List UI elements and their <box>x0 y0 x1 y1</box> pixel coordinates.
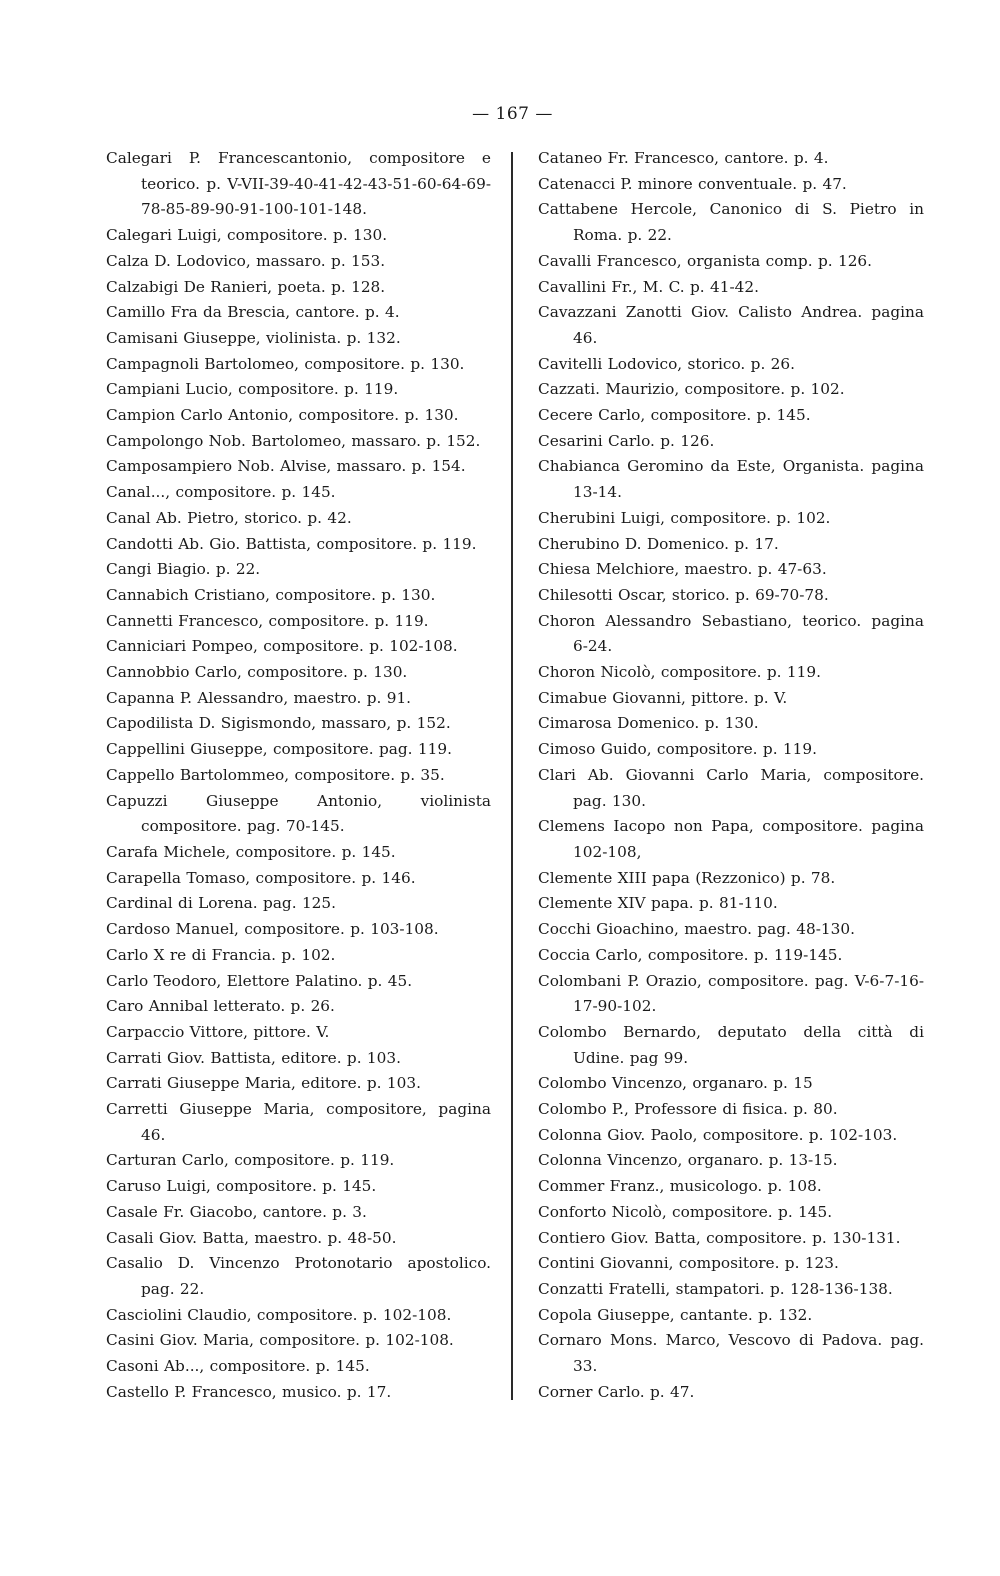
index-entry: Carapella Tomaso, compositore. p. 146. <box>106 868 416 887</box>
index-entry: Catenacci P. minore conventuale. p. 47. <box>538 174 847 193</box>
index-entry: Canal..., compositore. p. 145. <box>106 483 336 502</box>
index-entry: Chilesotti Oscar, storico. p. 69-70-78. <box>538 585 829 604</box>
index-entry: Colonna Vincenzo, organaro. p. 13-15. <box>538 1151 838 1170</box>
index-entry: Capodilista D. Sigismondo, massaro, p. 152. <box>106 714 451 733</box>
index-entry: Calegari P. Francescantonio, compositore e teorico. p. V-VII-39-40-41-42-43-51-60-64-69-78-85-89-90-91-100-101-148. <box>106 149 491 219</box>
index-entry: Conzatti Fratelli, stampatori. p. 128-136-138. <box>538 1279 893 1298</box>
index-entry: Colombo Vincenzo, organaro. p. 15 <box>538 1074 813 1093</box>
index-entry: Clemente XIII papa (Rezzonico) p. 78. <box>538 868 836 887</box>
index-entry: Cherubini Luigi, compositore. p. 102. <box>538 508 831 527</box>
column-divider <box>511 152 513 1400</box>
index-entry: Cavalli Francesco, organista comp. p. 126. <box>538 251 873 270</box>
index-entry: Colonna Giov. Paolo, compositore. p. 102-103. <box>538 1125 898 1144</box>
index-entry: Camisani Giuseppe, violinista. p. 132. <box>106 328 401 347</box>
index-entry: Commer Franz., musicologo. p. 108. <box>538 1177 822 1196</box>
index-entry: Cazzati. Maurizio, compositore. p. 102. <box>538 380 845 399</box>
index-entry: Canniciari Pompeo, compositore. p. 102-108. <box>106 637 458 656</box>
index-entry: Calegari Luigi, compositore. p. 130. <box>106 226 388 245</box>
index-entry: Cappellini Giuseppe, compositore. pag. 119. <box>106 740 452 759</box>
page-number: — 167 — <box>472 104 553 124</box>
index-entry: Colombo P., Professore di fisica. p. 80. <box>538 1100 838 1119</box>
index-entry: Chiesa Melchiore, maestro. p. 47-63. <box>538 560 827 579</box>
index-entry: Cavallini Fr., M. C. p. 41-42. <box>538 277 759 296</box>
index-entry: Camillo Fra da Brescia, cantore. p. 4. <box>106 303 400 322</box>
index-entry: Casoni Ab..., compositore. p. 145. <box>106 1357 370 1376</box>
index-entry: Campagnoli Bartolomeo, compositore. p. 130. <box>106 354 465 373</box>
index-entry: Copola Giuseppe, cantante. p. 132. <box>538 1305 813 1324</box>
index-entry: Carretti Giuseppe Maria, compositore, pagina 46. <box>106 1100 491 1144</box>
index-entry: Cornaro Mons. Marco, Vescovo di Padova. pag. 33. <box>538 1331 924 1376</box>
index-entry: Conforto Nicolò, compositore. p. 145. <box>538 1202 833 1221</box>
index-entry: Cardoso Manuel, compositore. p. 103-108. <box>106 920 439 939</box>
index-entry: Clari Ab. Giovanni Carlo Maria, compositore. pag. 130. <box>538 765 924 810</box>
index-entry: Candotti Ab. Gio. Battista, compositore. p. 119. <box>106 534 477 553</box>
index-entry: Cangi Biagio. p. 22. <box>106 560 261 579</box>
index-entry: Cimabue Giovanni, pittore. p. V. <box>538 688 788 707</box>
index-entry: Cimarosa Domenico. p. 130. <box>538 714 759 733</box>
index-entry: Cannabich Cristiano, compositore. p. 130. <box>106 585 436 604</box>
index-entry: Cattabene Hercole, Canonico di S. Pietro in Roma. p. 22. <box>538 200 924 245</box>
index-entry: Clemente XIV papa. p. 81-110. <box>538 894 778 913</box>
index-entry: Cesarini Carlo. p. 126. <box>538 431 715 450</box>
index-entry: Casale Fr. Giacobo, cantore. p. 3. <box>106 1202 367 1221</box>
index-entry: Calza D. Lodovico, massaro. p. 153. <box>106 251 386 270</box>
index-entry: Castello P. Francesco, musico. p. 17. <box>106 1382 392 1401</box>
index-entry: Colombani P. Orazio, compositore. pag. V-6-7-16-17-90-102. <box>538 971 924 1016</box>
index-entry: Carrati Giuseppe Maria, editore. p. 103. <box>106 1074 421 1093</box>
index-entry: Cocchi Gioachino, maestro. pag. 48-130. <box>538 920 855 939</box>
index-entry: Casali Giov. Batta, maestro. p. 48-50. <box>106 1228 397 1247</box>
index-entry: Coccia Carlo, compositore. p. 119-145. <box>538 945 843 964</box>
index-column-left <box>106 146 491 1405</box>
index-column-right <box>538 146 924 1405</box>
index-entry: Colombo Bernardo, deputato della città di Udine. pag 99. <box>538 1022 924 1067</box>
index-entry: Cavazzani Zanotti Giov. Calisto Andrea. pagina 46. <box>538 303 924 347</box>
index-entry: Cappello Bartolommeo, compositore. p. 35. <box>106 765 445 784</box>
index-entry: Carafa Michele, compositore. p. 145. <box>106 842 396 861</box>
index-entry: Contiero Giov. Batta, compositore. p. 130-131. <box>538 1228 901 1247</box>
index-entry: Cherubino D. Domenico. p. 17. <box>538 534 779 553</box>
index-entry: Chabianca Geromino da Este, Organista. pagina 13-14. <box>538 457 924 502</box>
index-entry: Calzabigi De Ranieri, poeta. p. 128. <box>106 277 386 296</box>
index-entry: Caruso Luigi, compositore. p. 145. <box>106 1177 377 1196</box>
index-entry: Capuzzi Giuseppe Antonio, violinista compositore. pag. 70-145. <box>106 791 491 836</box>
index-entry: Casciolini Claudio, compositore. p. 102-108. <box>106 1305 452 1324</box>
index-entry: Corner Carlo. p. 47. <box>538 1382 695 1401</box>
index-entry: Casalio D. Vincenzo Protonotario apostolico. pag. 22. <box>106 1254 491 1298</box>
index-entry: Campiani Lucio, compositore. p. 119. <box>106 380 399 399</box>
index-entry: Carlo Teodoro, Elettore Palatino. p. 45. <box>106 971 413 990</box>
index-entry: Cannetti Francesco, compositore. p. 119. <box>106 611 429 630</box>
index-entry: Clemens Iacopo non Papa, compositore. pagina 102-108, <box>538 817 924 861</box>
index-entry: Cavitelli Lodovico, storico. p. 26. <box>538 354 795 373</box>
index-entry: Camposampiero Nob. Alvise, massaro. p. 154. <box>106 457 466 476</box>
index-entry: Casini Giov. Maria, compositore. p. 102-108. <box>106 1331 454 1350</box>
index-entry: Carpaccio Vittore, pittore. V. <box>106 1022 330 1041</box>
index-entry: Contini Giovanni, compositore. p. 123. <box>538 1254 839 1273</box>
index-entry: Cataneo Fr. Francesco, cantore. p. 4. <box>538 149 829 167</box>
index-entry: Carrati Giov. Battista, editore. p. 103. <box>106 1048 401 1067</box>
index-entry: Caro Annibal letterato. p. 26. <box>106 997 335 1016</box>
index-entry: Choron Nicolò, compositore. p. 119. <box>538 663 821 682</box>
index-entry: Cecere Carlo, compositore. p. 145. <box>538 406 811 425</box>
index-entry: Cannobbio Carlo, compositore. p. 130. <box>106 663 408 682</box>
index-entry: Capanna P. Alessandro, maestro. p. 91. <box>106 688 412 707</box>
index-entry: Carturan Carlo, compositore. p. 119. <box>106 1151 395 1170</box>
index-entry: Carlo X re di Francia. p. 102. <box>106 945 336 964</box>
index-entry: Campion Carlo Antonio, compositore. p. 130. <box>106 406 459 425</box>
index-entry: Canal Ab. Pietro, storico. p. 42. <box>106 508 352 527</box>
index-entry: Choron Alessandro Sebastiano, teorico. pagina 6-24. <box>538 611 924 656</box>
index-entry: Cimoso Guido, compositore. p. 119. <box>538 740 817 759</box>
index-entry: Cardinal di Lorena. pag. 125. <box>106 894 337 913</box>
index-entry: Campolongo Nob. Bartolomeo, massaro. p. 152. <box>106 431 481 450</box>
